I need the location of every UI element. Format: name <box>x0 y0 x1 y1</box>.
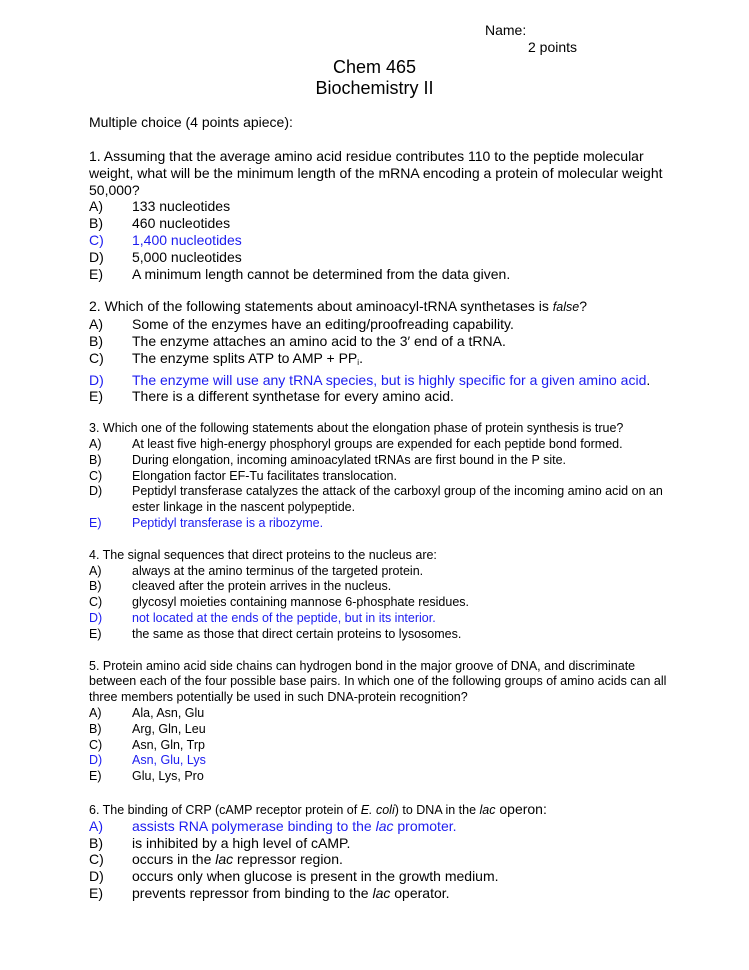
option-d <box>89 868 669 885</box>
question-stem: 4. The signal sequences that direct proteins to the nucleus are: <box>89 547 437 562</box>
option-text: 133 nucleotides <box>132 198 231 215</box>
option-text-part: assists RNA polymerase binding to the <box>132 817 376 834</box>
option-emphasis: lac <box>375 817 394 834</box>
option-b <box>89 579 669 595</box>
option-e <box>89 266 669 283</box>
option-letter: E) <box>89 885 103 902</box>
name-block <box>485 22 577 56</box>
option-letter: B) <box>89 215 103 232</box>
option-letter: A) <box>89 817 103 834</box>
option-b <box>89 333 669 350</box>
option-text: Arg, Gln, Leu <box>132 721 206 736</box>
option-letter: C) <box>89 737 103 752</box>
section-instructions: Multiple choice (4 points apiece): <box>89 114 293 130</box>
question-stem: 1. Assuming that the average amino acid residue contributes 110 to the peptide molecular weight, what will be the minimum length of the mRNA encoding a protein of molecular weight 50,000? <box>89 148 663 198</box>
option-d-correct <box>89 753 669 769</box>
option-emphasis: lac <box>215 851 234 868</box>
option-text: 5,000 nucleotides <box>132 248 242 265</box>
option-letter: E) <box>89 769 102 784</box>
option-text: Ala, Asn, Glu <box>132 705 205 720</box>
option-text: During elongation, incoming aminoacylated tRNAs are first bound in the P site. <box>132 452 567 467</box>
option-letter: A) <box>89 705 102 720</box>
course-number: Chem 465 <box>332 57 417 77</box>
option-text: Peptidyl transferase is a ribozyme. <box>132 515 324 530</box>
option-letter: B) <box>89 452 102 467</box>
option-letter: B) <box>89 721 102 736</box>
option-text: The enzyme attaches an amino acid to the 3′ end of a tRNA. <box>132 332 506 349</box>
stem-emphasis: false <box>552 300 580 315</box>
option-c <box>89 851 669 868</box>
stem-text: ) to DNA in the <box>394 802 480 817</box>
question-5 <box>89 659 669 785</box>
option-letter: B) <box>89 834 103 851</box>
option-letter: C) <box>89 595 103 610</box>
points-label: 2 points <box>528 39 578 55</box>
option-letter: D) <box>89 868 104 885</box>
option-text: Glu, Lys, Pro <box>132 769 204 784</box>
option-c <box>89 738 669 754</box>
option-period: . <box>646 371 651 388</box>
stem-emphasis: E. coli <box>360 802 395 817</box>
option-a <box>89 437 669 453</box>
option-letter: B) <box>89 332 103 349</box>
question-2 <box>89 298 669 405</box>
option-letter: D) <box>89 610 103 625</box>
option-c <box>89 469 669 485</box>
option-text-part: occurs in the <box>132 851 216 868</box>
option-a <box>89 198 669 215</box>
option-letter: D) <box>89 484 103 499</box>
option-letter: A) <box>89 316 103 333</box>
option-c <box>89 595 669 611</box>
option-text: 460 nucleotides <box>132 215 231 232</box>
option-text: Elongation factor EF-Tu facilitates translocation. <box>132 468 397 483</box>
option-text: 1,400 nucleotides <box>132 231 242 248</box>
question-stem: 3. Which one of the following statements about the elongation phase of protein synthesis is true? <box>89 421 624 436</box>
option-b <box>89 835 669 852</box>
page-title <box>0 57 749 99</box>
option-letter: C) <box>89 231 104 248</box>
option-b <box>89 722 669 738</box>
questions-section <box>89 114 669 918</box>
option-text: A minimum length cannot be determined from the data given. <box>132 265 511 282</box>
option-letter: D) <box>89 248 104 265</box>
option-text: At least five high-energy phosphoryl groups are expended for each peptide bond formed. <box>132 436 623 451</box>
option-text-part: promoter. <box>393 817 457 834</box>
option-letter: C) <box>89 349 104 366</box>
question-stem: 5. Protein amino acid side chains can hydrogen bond in the major groove of DNA, and discriminate between each of the four possible base pairs. In which one of the following groups of amino acids can all three members potentially be used in such DNA-protein recognition? <box>89 658 667 705</box>
option-text: glycosyl moieties containing mannose 6-phosphate residues. <box>132 595 469 610</box>
option-d-correct <box>89 611 669 627</box>
question-6 <box>89 801 669 902</box>
option-text-part: . <box>359 349 363 366</box>
option-text: occurs only when glucose is present in the growth medium. <box>132 868 499 885</box>
option-letter: C) <box>89 468 103 483</box>
option-text: Asn, Gln, Trp <box>132 737 205 752</box>
option-e-correct <box>89 516 669 532</box>
question-stem <box>89 801 669 818</box>
subscript: i <box>357 357 360 367</box>
option-d <box>89 249 669 266</box>
option-text-part: operator. <box>390 885 450 902</box>
option-text: not located at the ends of the peptide, but in its interior. <box>132 610 436 625</box>
option-e <box>89 627 669 643</box>
option-text-part: repressor region. <box>233 851 343 868</box>
option-d-correct <box>89 372 669 389</box>
question-4 <box>89 548 669 643</box>
option-letter: C) <box>89 851 104 868</box>
question-stem <box>89 298 669 316</box>
option-text <box>132 372 669 389</box>
option-text: There is a different synthetase for every amino acid. <box>132 388 454 405</box>
option-letter: A) <box>89 563 102 578</box>
option-text: Asn, Glu, Lys <box>132 753 206 768</box>
option-b <box>89 453 669 469</box>
option-text-part: The enzyme splits ATP to AMP + PP <box>132 349 358 366</box>
option-e <box>89 388 669 405</box>
stem-emphasis: lac <box>479 802 496 817</box>
question-1 <box>89 148 669 282</box>
option-d <box>89 484 669 516</box>
option-text <box>132 885 669 902</box>
option-text <box>132 851 669 868</box>
stem-text: 6. The binding of CRP (cAMP receptor protein of <box>89 802 361 817</box>
option-a-correct <box>89 818 669 835</box>
option-letter: A) <box>89 436 102 451</box>
option-a <box>89 316 669 333</box>
option-text <box>132 350 669 372</box>
option-e <box>89 769 669 785</box>
option-text: Peptidyl transferase catalyzes the attack of the carboxyl group of the incoming amino acid on an ester linkage in the nascent polypeptide. <box>132 484 663 515</box>
option-text-part: The enzyme will use any tRNA species, but is highly specific for a given amino acid <box>132 371 647 388</box>
option-text: Some of the enzymes have an editing/proofreading capability. <box>132 316 514 333</box>
option-text: is inhibited by a high level of cAMP. <box>132 834 351 851</box>
option-c <box>89 350 669 372</box>
option-letter: A) <box>89 198 103 215</box>
option-letter: E) <box>89 515 102 530</box>
option-letter: E) <box>89 265 103 282</box>
stem-text: 2. Which of the following statements about aminoacyl-tRNA synthetases is <box>89 298 553 315</box>
option-b <box>89 215 669 232</box>
option-letter: B) <box>89 579 102 594</box>
option-text: always at the amino terminus of the targeted protein. <box>132 563 424 578</box>
option-e <box>89 885 669 902</box>
option-text-part: prevents repressor from binding to the <box>132 885 373 902</box>
option-a <box>89 706 669 722</box>
option-letter: D) <box>89 753 103 768</box>
course-title: Biochemistry II <box>315 78 434 98</box>
option-text: the same as those that direct certain proteins to lysosomes. <box>132 626 462 641</box>
question-3 <box>89 421 669 532</box>
option-text: cleaved after the protein arrives in the nucleus. <box>132 579 392 594</box>
name-label: Name: <box>485 22 527 38</box>
option-text <box>132 818 669 835</box>
option-letter: E) <box>89 626 102 641</box>
option-emphasis: lac <box>372 885 391 902</box>
stem-text: ? <box>579 298 587 315</box>
option-a <box>89 564 669 580</box>
option-c-correct <box>89 232 669 249</box>
stem-text: operon: <box>495 800 547 817</box>
option-letter: D) <box>89 371 104 388</box>
option-letter: E) <box>89 388 103 405</box>
